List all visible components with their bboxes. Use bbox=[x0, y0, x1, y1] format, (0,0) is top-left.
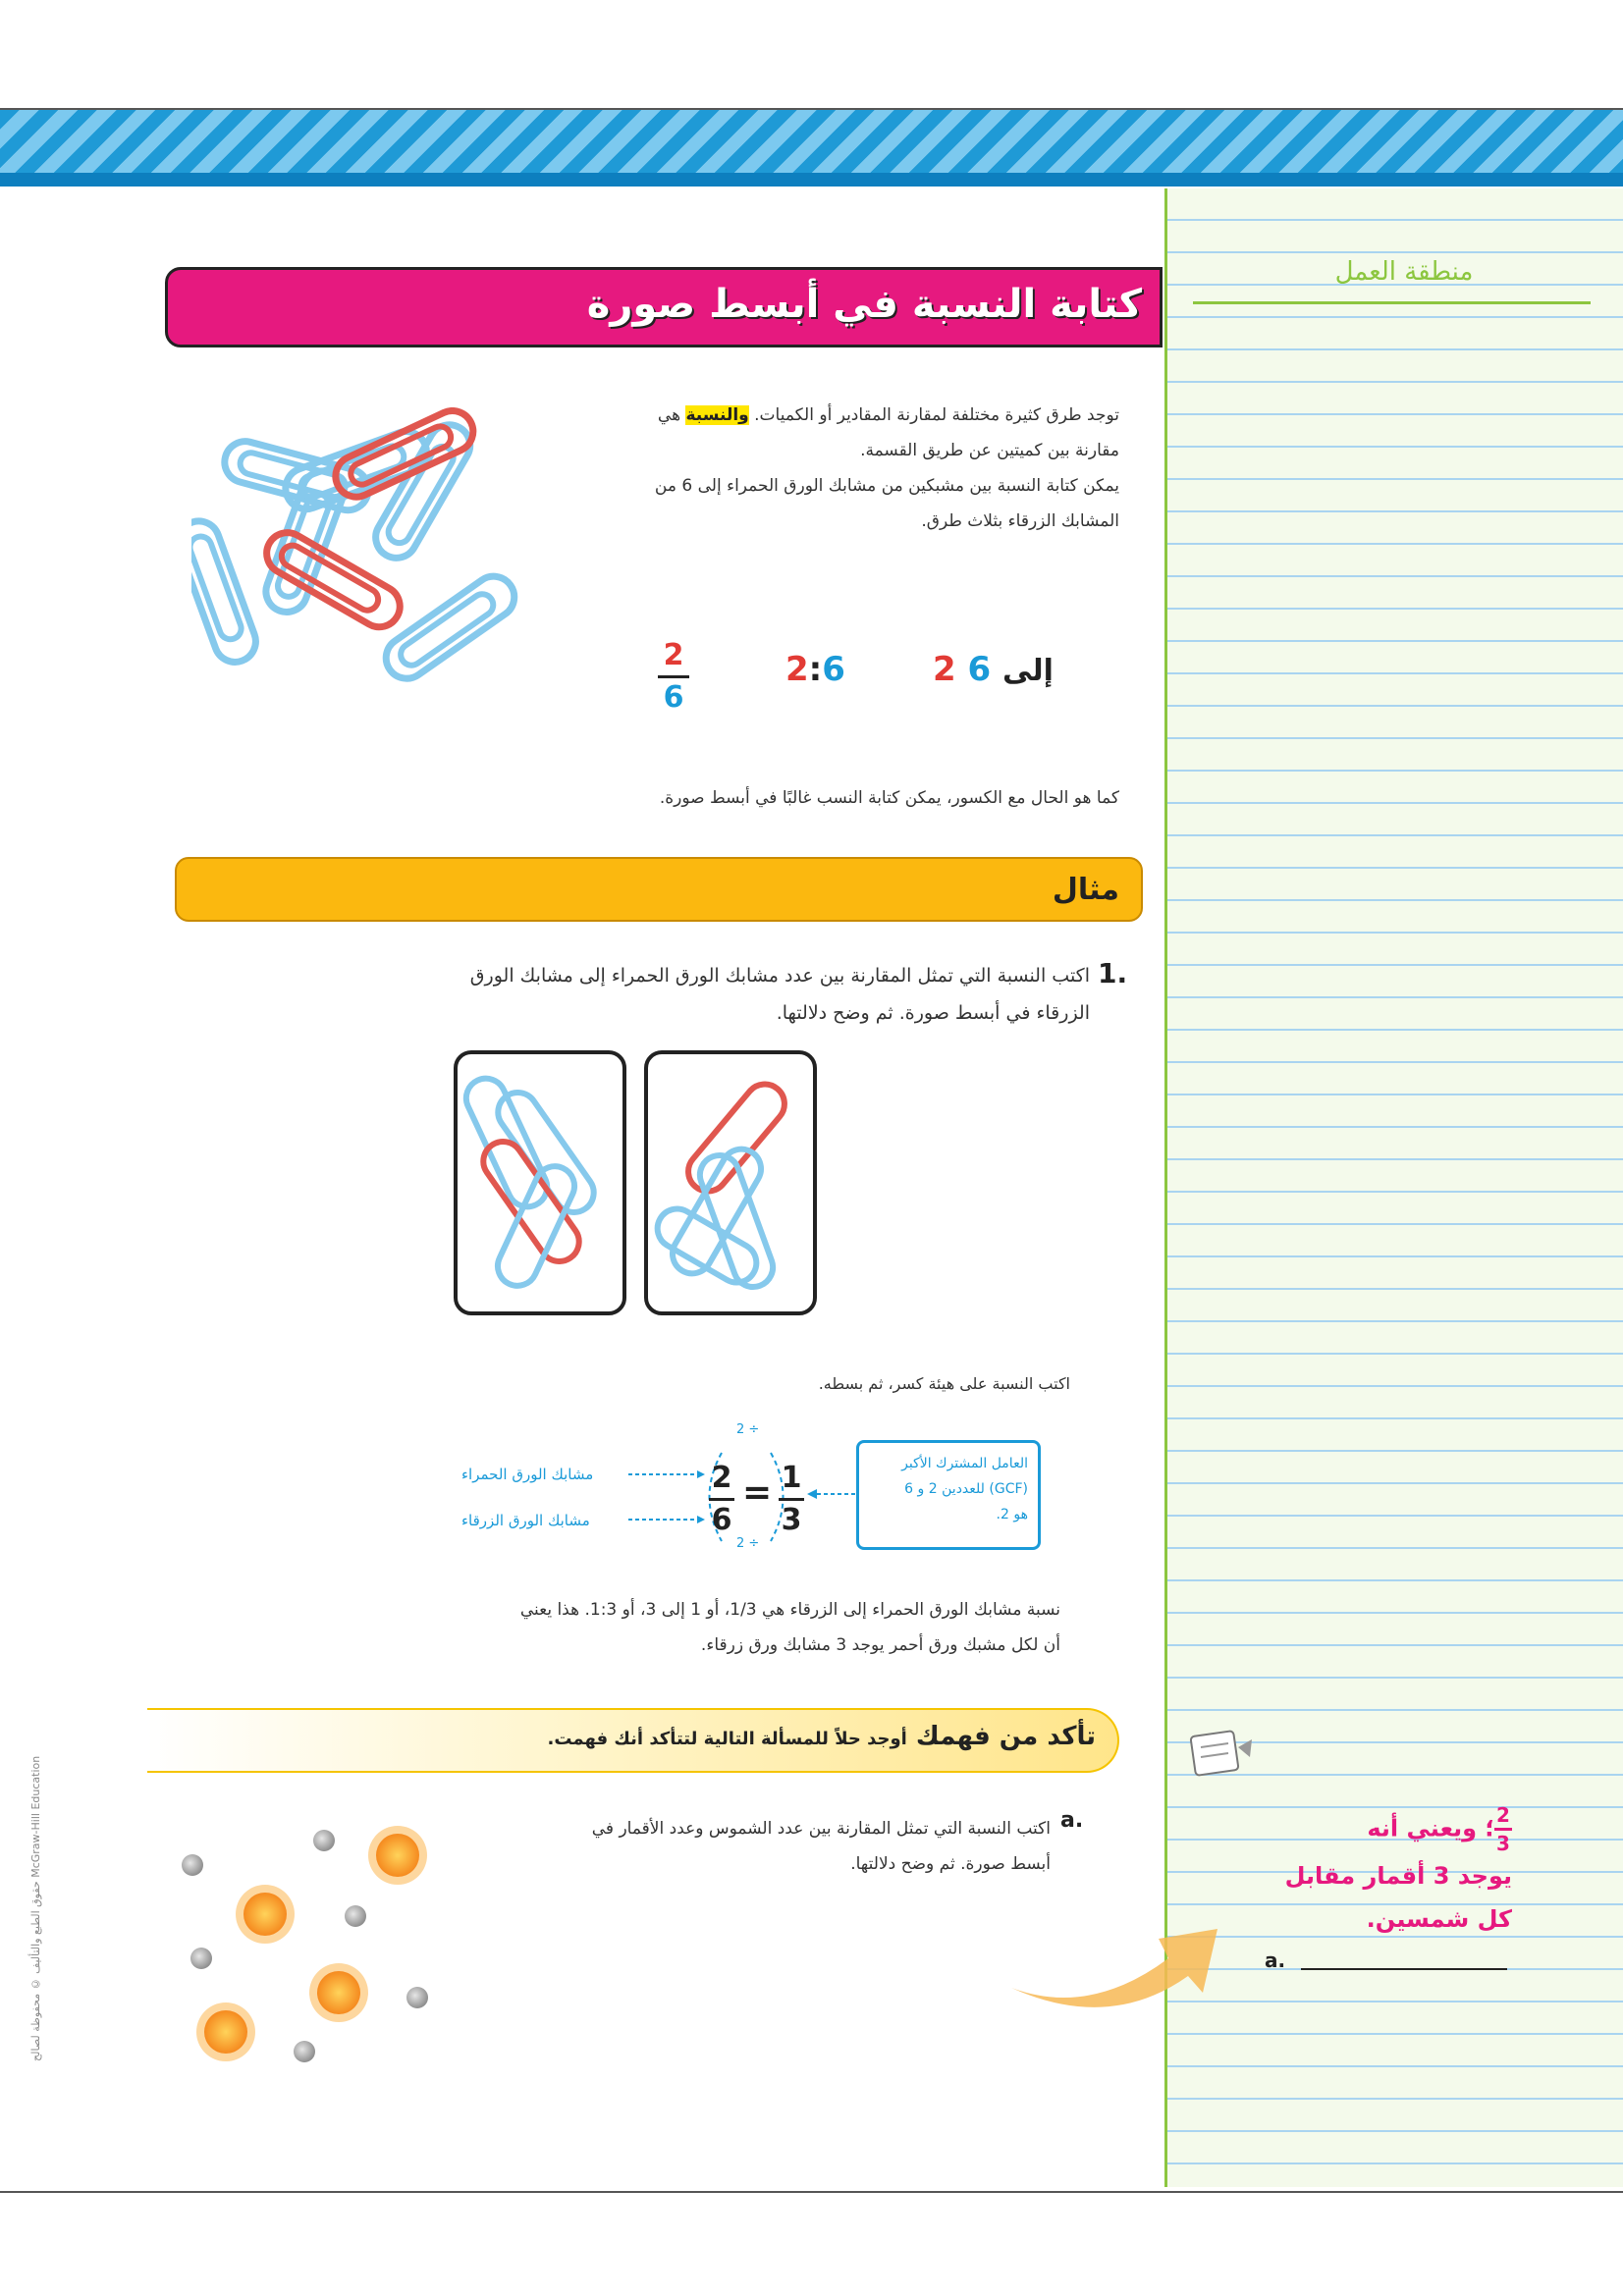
gcf-arrow bbox=[807, 1487, 856, 1501]
example-header bbox=[175, 857, 1143, 922]
step-label: اكتب النسبة على هيئة كسر، ثم بسطه. bbox=[818, 1374, 1070, 1393]
intro-line-2: مقارنة بين كميتين عن طريق القسمة. bbox=[860, 441, 1119, 460]
copyright-note: حقوق الطبع والتأليف © محفوظة لصالح McGraw-Hill Education bbox=[29, 1755, 42, 2061]
gcf-callout bbox=[856, 1440, 1041, 1550]
answer-line-1: $\frac{2}{3}$ ؛ ويعني أنه bbox=[1217, 1804, 1512, 1854]
example-question bbox=[187, 957, 1090, 1032]
paper-clip-pile-image bbox=[191, 407, 545, 702]
equals-sign: = bbox=[742, 1472, 773, 1513]
label-red-clips: مشابك الورق الحمراء bbox=[461, 1466, 594, 1483]
intro-line-3: يمكن كتابة النسبة بين مشبكين من مشابك الورق الحمراء إلى 6 من bbox=[654, 476, 1119, 496]
check-question bbox=[452, 1811, 1051, 1882]
gcf-line-3: هو 2. bbox=[996, 1507, 1028, 1522]
fractions-note: كما هو الحال مع الكسور، يمكن كتابة النسب غالبًا في أبسط صورة. bbox=[659, 788, 1119, 808]
intro-line-4: المشابك الزرقاء بثلاث طرق. bbox=[921, 511, 1119, 531]
moon-icon bbox=[345, 1905, 366, 1927]
answer-fraction: $\frac{2}{3}$ bbox=[1494, 1804, 1512, 1854]
answer-line-3: كل شمسين. bbox=[1366, 1905, 1512, 1933]
header-stripe bbox=[0, 110, 1623, 187]
curved-arrow-icon bbox=[1001, 1899, 1227, 2017]
clip-card-left bbox=[454, 1050, 626, 1315]
sun-icon bbox=[196, 2002, 255, 2061]
check-title: تأكد من فهمك أوجد حلاً للمسألة التالية لتتأكد أنك فهمت. bbox=[547, 1722, 1096, 1751]
check-question-line-2: أبسط صورة. ثم وضح دلالتها. bbox=[850, 1854, 1051, 1874]
check-question-line-1: اكتب النسبة التي تمثل المقارنة بين عدد الشموس وعدد الأقمار في bbox=[591, 1819, 1051, 1839]
moon-icon bbox=[313, 1830, 335, 1851]
moon-icon bbox=[182, 1854, 203, 1876]
work-zone-title: منطقة العمل bbox=[1334, 257, 1474, 287]
work-zone-divider bbox=[1193, 301, 1591, 304]
example-number: 1. bbox=[1098, 957, 1128, 989]
clip-card-left-image bbox=[458, 1054, 622, 1311]
gcf-line-2: (GCF) للعددين 2 و 6 bbox=[904, 1481, 1028, 1497]
intro-paragraph bbox=[550, 398, 1119, 539]
ratio-fraction: 2 6 bbox=[658, 638, 689, 716]
div-top-label: ÷ 2 bbox=[736, 1422, 760, 1437]
check-subtitle: أوجد حلاً للمسألة التالية لتتأكد أنك فهمت. bbox=[547, 1729, 907, 1749]
moon-icon bbox=[294, 2041, 315, 2062]
check-question-letter: a. bbox=[1060, 1808, 1084, 1833]
answer-text bbox=[1217, 1804, 1512, 1941]
gcf-line-1: العامل المشترك الأكبر bbox=[901, 1456, 1028, 1471]
moon-icon bbox=[406, 1987, 428, 2008]
clip-card-right-image bbox=[648, 1054, 813, 1311]
sun-icon bbox=[368, 1826, 427, 1885]
ratio-words: 2 إلى 6 bbox=[933, 650, 1054, 689]
sun-icon bbox=[236, 1885, 295, 1944]
example-result-line-1: نسبة مشابك الورق الحمراء إلى الزرقاء هي 1/3، أو 1 إلى 3، أو 1:3. هذا يعني bbox=[519, 1600, 1060, 1620]
intro-line-1: توجد طرق كثيرة مختلفة لمقارنة المقادير أو الكميات. والنسبة هي bbox=[657, 405, 1119, 425]
suns-moons-image bbox=[167, 1806, 461, 2081]
check-understanding-banner bbox=[147, 1708, 1119, 1773]
example-result bbox=[373, 1592, 1060, 1663]
answer-line-2: يوجد 3 أقمار مقابل bbox=[1284, 1862, 1512, 1890]
div-bottom-label: ÷ 2 bbox=[736, 1536, 760, 1551]
term-ratio: والنسبة bbox=[685, 405, 749, 425]
example-title: مثال bbox=[1052, 873, 1119, 907]
moon-icon bbox=[190, 1948, 212, 1969]
example-question-line-1: اكتب النسبة التي تمثل المقارنة بين عدد مشابك الورق الحمراء إلى مشابك الورق bbox=[469, 965, 1090, 987]
lesson-title-banner bbox=[165, 267, 1163, 347]
notepad-icon bbox=[1183, 1726, 1262, 1785]
fraction-unsimplified: 2 6 bbox=[709, 1461, 734, 1538]
fraction-simplified: 1 3 bbox=[779, 1461, 804, 1538]
example-question-line-2: الزرقاء في أبسط صورة. ثم وضح دلالتها. bbox=[776, 1002, 1090, 1024]
sun-icon bbox=[309, 1963, 368, 2022]
answer-blank-label: a. bbox=[1265, 1949, 1286, 1972]
label-blue-clips: مشابك الورق الزرقاء bbox=[461, 1512, 590, 1529]
clip-card-right bbox=[644, 1050, 817, 1315]
example-result-line-2: أن لكل مشبك ورق أحمر يوجد 3 مشابك ورق زرقاء. bbox=[700, 1635, 1060, 1655]
answer-blank-line[interactable] bbox=[1301, 1968, 1507, 1970]
lesson-title: كتابة النسبة في أبسط صورة bbox=[586, 282, 1142, 327]
ratio-colon: 2:6 bbox=[785, 650, 845, 689]
